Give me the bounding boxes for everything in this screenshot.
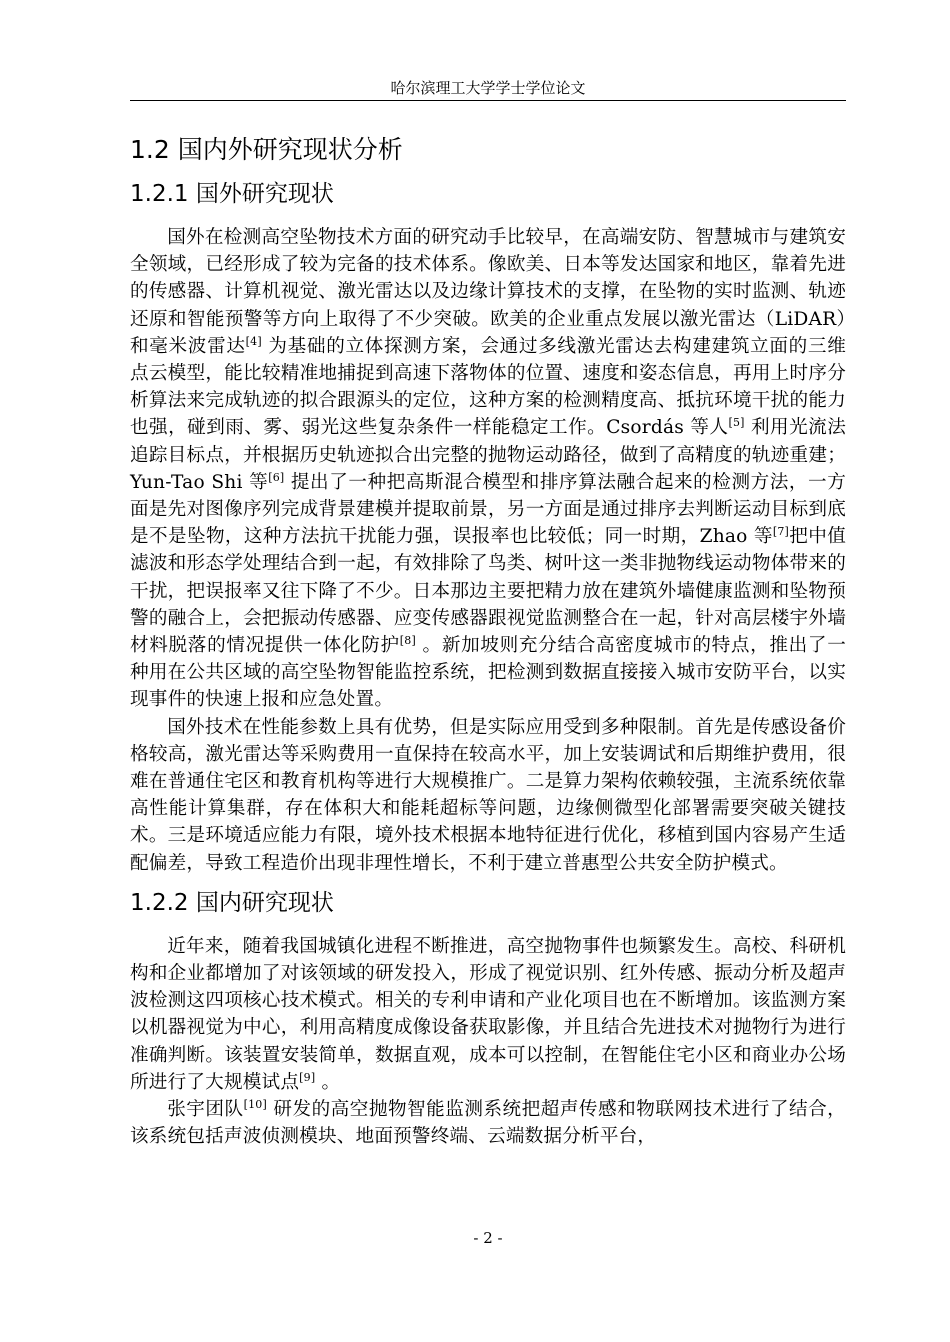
subsection-heading-foreign: 1.2.1 国外研究现状: [130, 181, 334, 207]
citation-ref: [6]: [268, 470, 285, 484]
section-heading: 1.2 国内外研究现状分析: [130, 135, 403, 164]
text-run: 近年来，随着我国城镇化进程不断推进，高空抛物事件也频繁发生。高校、科研机构和企业都增加了对该领域的研发投入，形成了视觉识别、红外传感、振动分析及超声波检测这四项核心技术模式。相关的专利申请和产业化项目也在不断增加。该监测方案以机器视觉为中心，利用高精度成像设备获取影像，并且结合先进技术对抛物行为进行准确判断。该装置安装简单，数据直观，成本可以控制，在智能住宅小区和商业办公场所进行了大规模试点: [130, 935, 846, 1093]
paragraph-zhang-team: [130, 1096, 846, 1150]
page-number: - 2 -: [473, 1229, 503, 1247]
text-run: 利用光流法追踪目标点，并根据历史轨迹拟合出完整的抛物运动路径，做到了高精度的轨迹重建；Yun-Tao Shi 等: [130, 417, 846, 493]
citation-ref: [7]: [772, 525, 790, 539]
citation-ref: [4]: [245, 334, 262, 348]
citation-ref: [9]: [299, 1070, 316, 1084]
text-run: 。: [315, 1071, 341, 1093]
paragraph-domestic-research: [130, 933, 846, 1096]
citation-ref: [8]: [399, 633, 416, 647]
paragraph-foreign-limitations: 国外技术在性能参数上具有优势，但是实际应用受到多种限制。首先是传感设备价格较高，激光雷达等采购费用一直保持在较高水平，加上安装调试和后期维护费用，很难在普通住宅区和教育机构等进行大规模推广。二是算力架构依赖较强，主流系统依靠高性能计算集群，存在体积大和能耗超标等问题，边缘侧微型化部署需要突破关键技术。三是环境适应能力有限，境外技术根据本地特征进行优化，移植到国内容易产生适配偏差，导致工程造价出现非理性增长，不利于建立普惠型公共安全防护模式。: [130, 716, 846, 874]
text-run: 。新加坡则充分结合高密度城市的特点，推出了一种用在公共区域的高空坠物智能监控系统，把检测到数据直接接入城市安防平台，以实现事件的快速上报和应急处置。: [130, 635, 846, 711]
text-run: 张宇团队: [167, 1099, 244, 1121]
citation-ref: [10]: [243, 1097, 267, 1111]
paragraph-foreign-research: [130, 224, 846, 714]
text-run: 提出了一种把高斯混合模型和排序算法融合起来的检测方法，一方面是先对图像序列完成背景建模并提取前景，另一方面是通过排序去判断运动目标到底是不是坠物，这种方法抗干扰能力强，误报率也比较低；同一时期，Zhao 等: [130, 471, 847, 548]
subsection-heading-domestic: 1.2.2 国内研究现状: [130, 889, 334, 916]
running-header: 哈尔滨理工大学学士学位论文: [390, 79, 586, 97]
page-body: [130, 126, 846, 1151]
text-run: 把中值滤波和形态学处理结合到一起，有效排除了鸟类、树叶这一类非抛物线运动物体带来的干扰，把误报率又往下降了不少。日本那边主要把精力放在建筑外墙健康监测和坠物预警的融合上，会把振动传感器、应变传感器跟视觉监测整合在一起，针对高层楼宇外墙材料脱落的情况提供一体化防护: [130, 526, 846, 657]
text-run: 研发的高空抛物智能监测系统把超声传感和物联网技术进行了结合，该系统包括声波侦测模块、地面预警终端、云端数据分析平台，: [130, 1099, 846, 1148]
text-run: 国外在检测高空坠物技术方面的研究动手比较早，在高端安防、智慧城市与建筑安全领域，已经形成了较为完备的技术体系。像欧美、日本等发达国家和地区，靠着先进的传感器、计算机视觉、激光雷达以及边缘计算技术的支撑，在坠物的实时监测、轨迹还原和智能预警等方向上取得了不少突破。欧美的企业重点发展以激光雷达（LiDAR）和毫米波雷达: [130, 227, 846, 357]
header-divider: [130, 100, 846, 101]
text-run: 为基础的立体探测方案，会通过多线激光雷达去构建建筑立面的三维点云模型，能比较精准地捕捉到高速下落物体的位置、速度和姿态信息，再用上时序分析算法来完成轨迹的拟合跟源头的定位，这种方案的检测精度高、抵抗环境干扰的能力也强，碰到雨、雾、弱光这些复杂条件一样能稳定工作。Csordás 等人: [130, 335, 846, 439]
citation-ref: [5]: [728, 416, 745, 430]
